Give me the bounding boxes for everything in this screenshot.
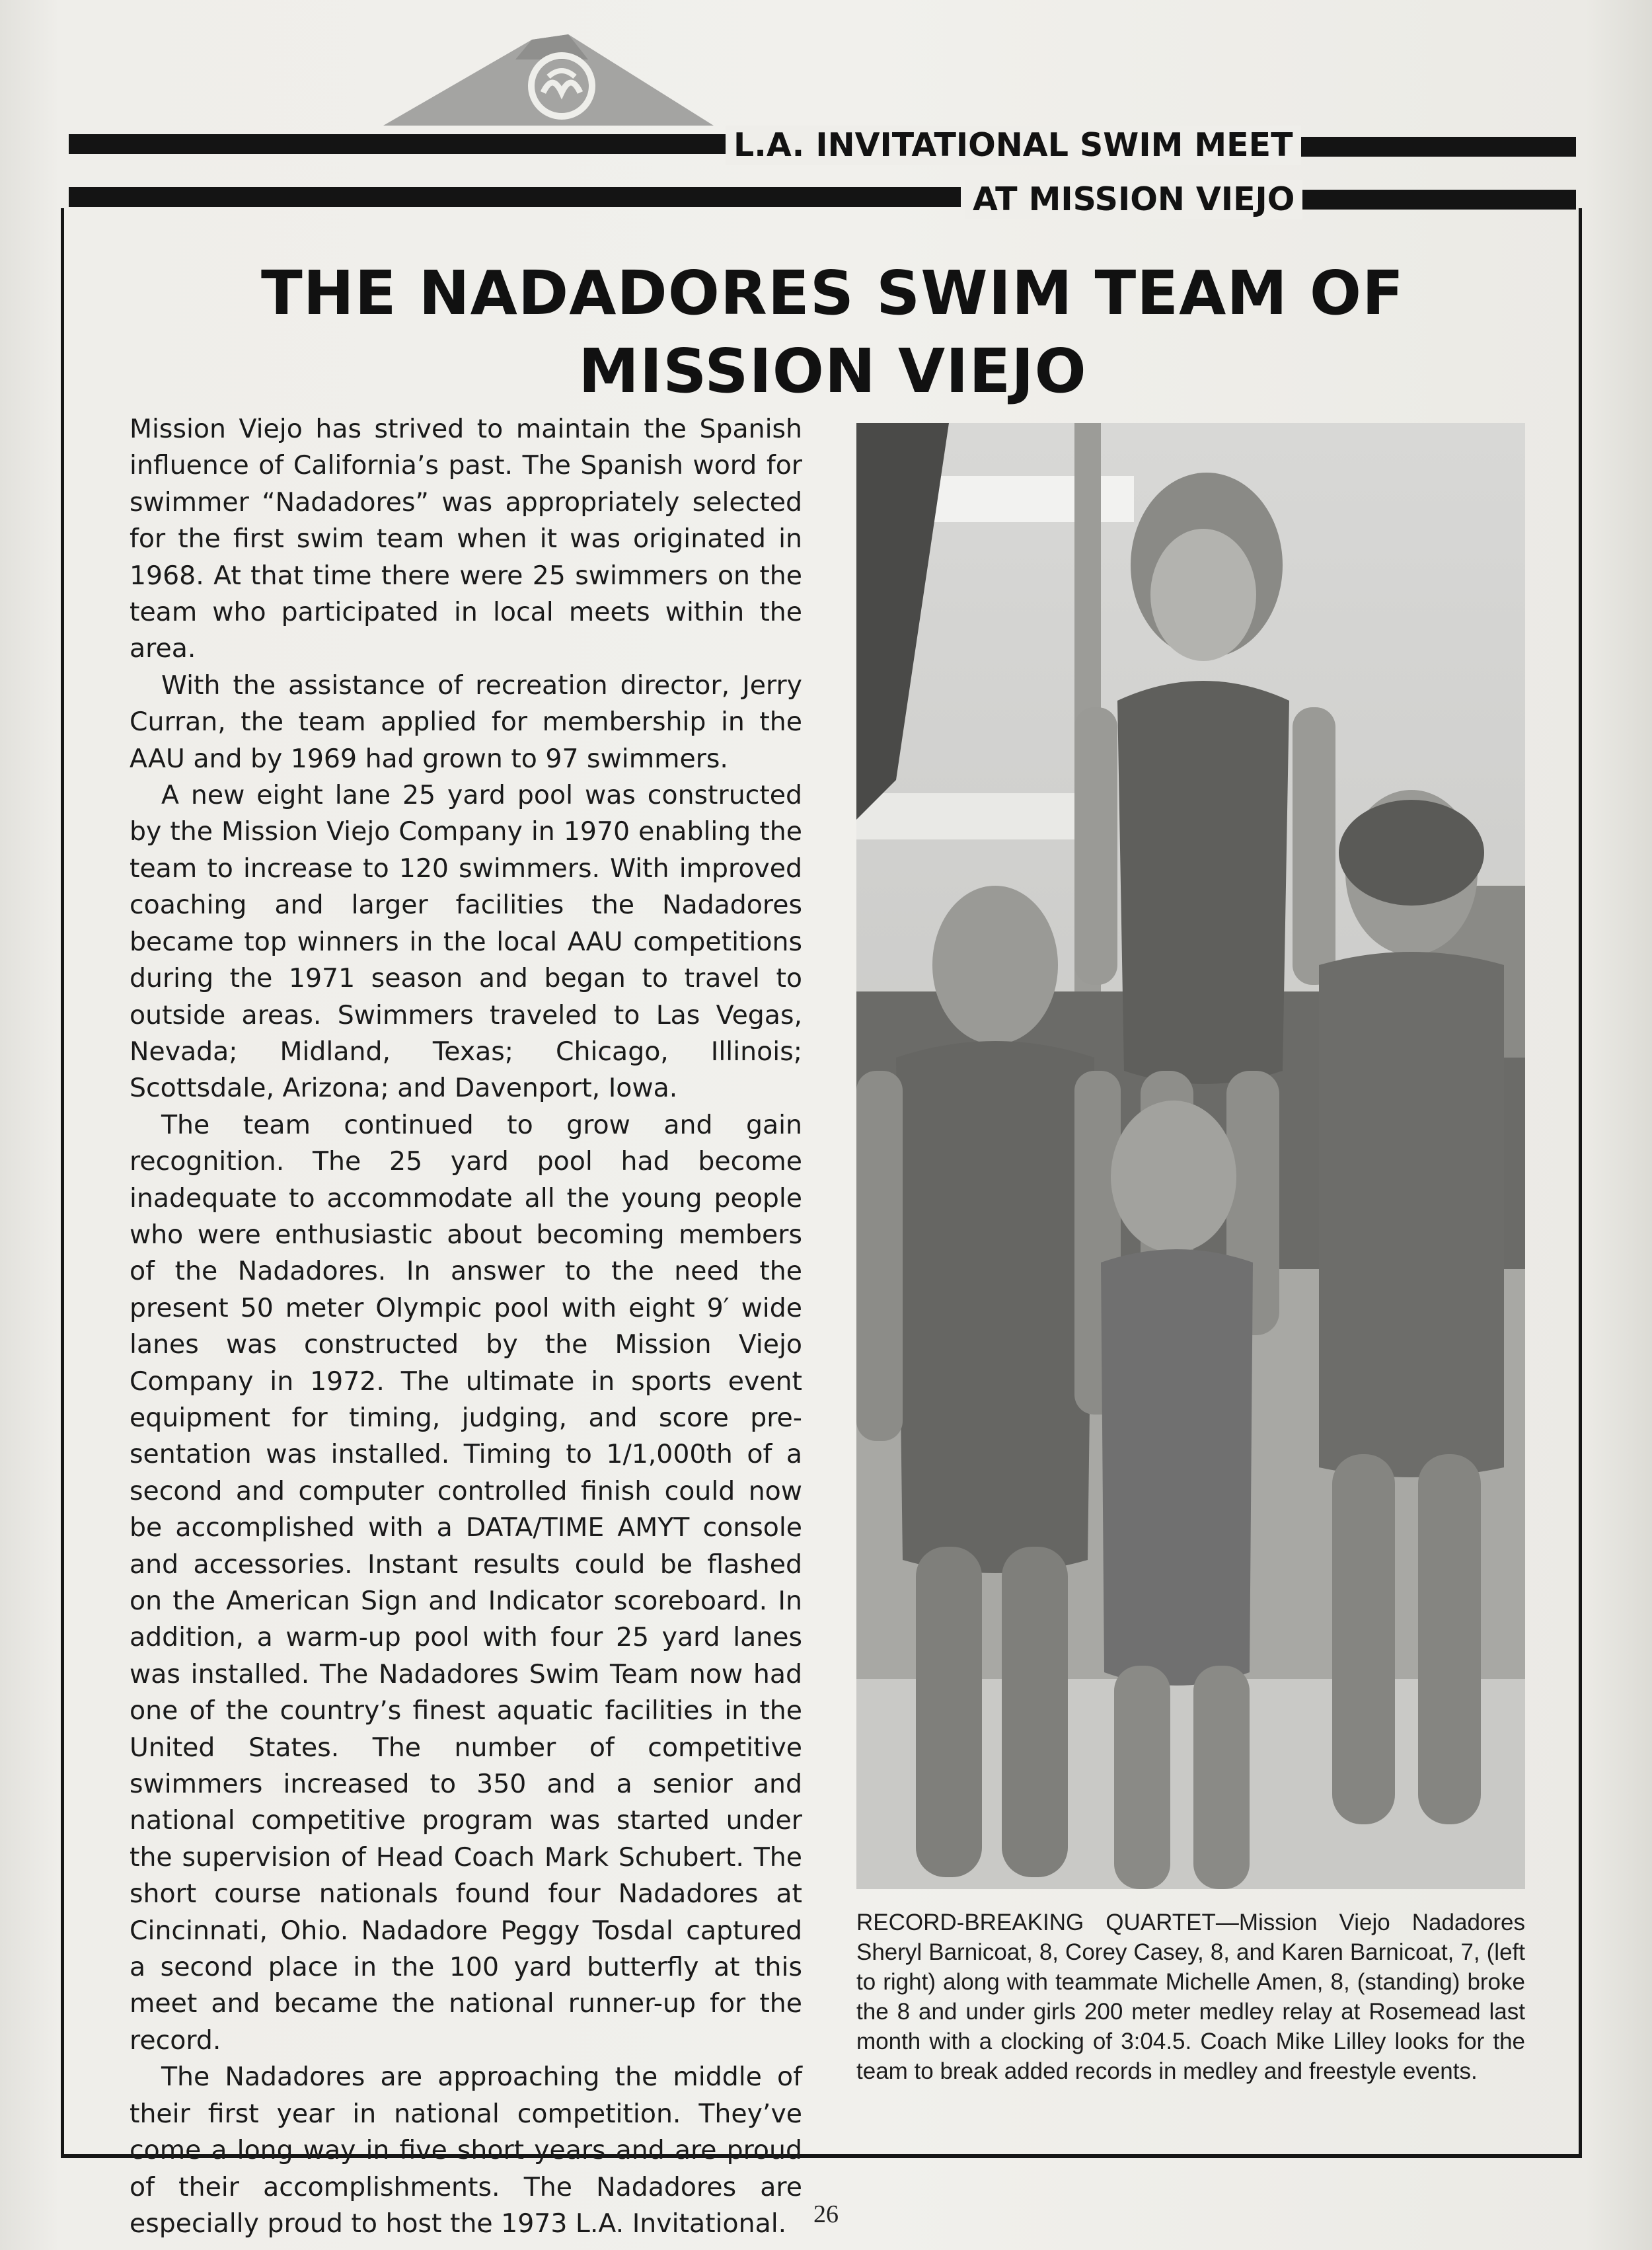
article-paragraph-5: The Nadadores are approaching the middle of their first year in national competition. They’ve come a long way in five short years and are proud of their accomplishments. The Nadadores are especially proud to host the 1973 L.A. Invitational. — [130, 2062, 802, 2239]
page-number: 26 — [813, 2200, 839, 2228]
team-photo — [856, 423, 1525, 1889]
article-title — [99, 254, 1566, 410]
article-paragraph-3: A new eight lane 25 yard pool was constructed by the Mission Viejo Company in 1970 enabling the team to increase to 120 swimmers. With improved coaching and larger facilities the Nadadores became top winners in the local AAU competitions during the 1971 season and began to travel to outside areas. Swimmers traveled to Las Vegas, Nevada; Midland, Texas; Chicago, Illinois; Scottsdale, Arizona; and Davenport, Iowa. — [130, 780, 802, 1104]
photo-caption: RECORD-BREAKING QUARTET—Mission Viejo Nadadores Sheryl Barnicoat, 8, Corey Casey, 8, and Karen Barnicoat, 7, (left to right) along with teammate Michelle Amen, 8, (standing) broke the 8 and under girls 200 meter medley relay at Rosemead last month with a clocking of 3:04.5. Coach Mike Lilley looks for the team to break added records in medley and freestyle events. — [856, 1910, 1525, 2084]
header-rule-top-left — [69, 134, 730, 154]
article-paragraph-2: With the assistance of recreation director, Jerry Curran, the team applied for membership in the AAU and by 1969 had grown to 97 swimmers. — [130, 670, 802, 774]
header-rule-bottom-right — [1292, 190, 1576, 210]
header-rule-bottom-left — [69, 187, 961, 207]
header-rule-top-right — [1292, 137, 1576, 157]
article-title-line-2: MISSION VIEJO — [578, 336, 1087, 407]
header-event-name: L.A. INVITATIONAL SWIM MEET — [726, 126, 1301, 165]
team-photo-illustration — [856, 423, 1525, 1889]
header-event-location: AT MISSION VIEJO — [965, 180, 1302, 219]
article-paragraph-4: The team continued to grow and gain recognition. The 25 yard pool had become inadequate to accommodate all the young people who were enthusiastic about becoming members of the Nadadores. In answer to the need the present 50 meter Olympic pool with eight 9′ wide lanes was constructed by the Mission Viejo Company in 1972. The ultimate in sports event equipment for timing, judging, and score presentation was installed. Timing to 1/1,000th of a second and computer controlled finish could now be accomplished with a DATA/TIME AMYT console and accessories. Instant results could be flashed on the American Sign and Indicator scoreboard. In addition, a warm-up pool with four 25 yard lanes was installed. The Nadadores Swim Team now had one of the country’s finest aquatic facilities in the United States. The number of competitive swimmers increased to 350 and a senior and national competitive program was started under the supervision of Head Coach Mark Schubert. The short course nationals found four Nadadores at Cincinnati, Ohio. Nadadore Peggy Tosdal captured a second place in the 100 yard butterfly at this meet and became the national runner-up for the record. — [130, 1109, 802, 2056]
article-title-line-1: THE NADADORES SWIM TEAM OF — [261, 258, 1404, 329]
nadadores-wave-logo-icon — [370, 20, 727, 152]
article-paragraph-1: Mission Viejo has strived to maintain the Spanish influence of California’s past. The Spanish word for swimmer “Nadadores” was appropriately selected for the first swim team when it was originated in 1968. At that time there were 25 swimmers on the team who participated in local meets within the area. — [130, 414, 802, 664]
article-body — [130, 411, 802, 2242]
